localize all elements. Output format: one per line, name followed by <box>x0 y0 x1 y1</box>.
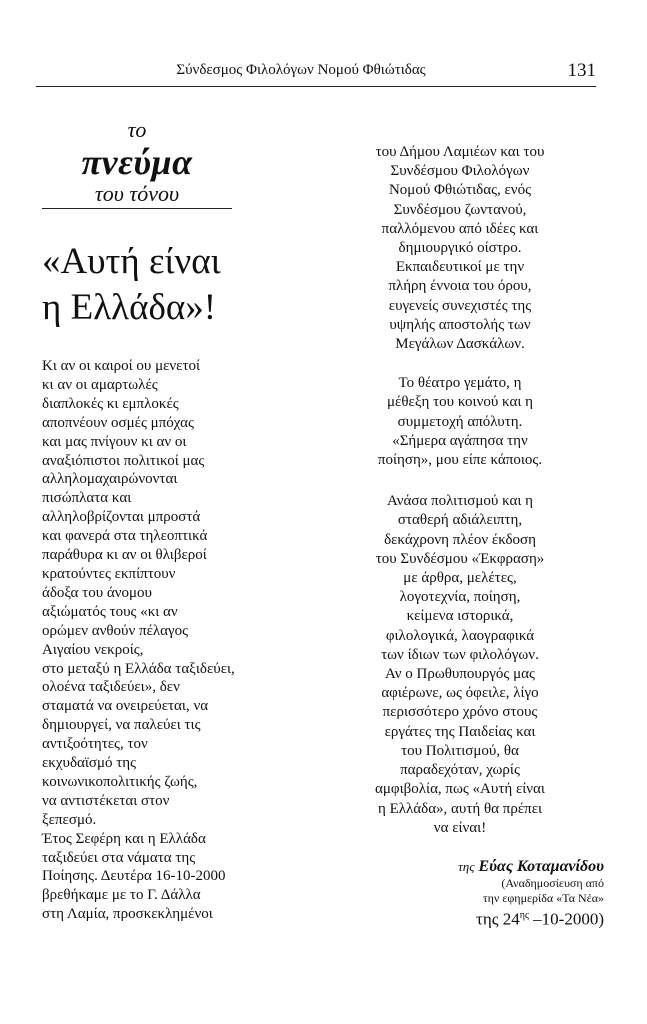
paragraph-2 <box>312 374 608 470</box>
text-line: αντιξοότητες, τον <box>42 736 148 753</box>
text-line: ορώμεν ανθούν πέλαγος <box>42 622 189 639</box>
text-line: αλληλομαχαιρώνονται <box>42 471 178 488</box>
text-line: παλλόμενου από ιδέες και <box>381 220 539 237</box>
text-line: ολοένα ταξιδεύει», δεν <box>42 679 180 696</box>
article-body-left <box>42 357 274 924</box>
byline-note-line-1: (Αναδημοσίευση από <box>501 875 604 890</box>
text-line: αλληλοβρίζονται μπροστά <box>42 509 201 526</box>
byline-author: Εύας Κοταμανίδου <box>478 857 604 875</box>
text-line: Νομού Φθιώτιδας, ενός <box>388 182 532 199</box>
text-line: πισώπλατα και <box>42 490 132 507</box>
headline-line-2: η Ελλάδα»! <box>42 287 217 328</box>
text-line: Μεγάλων Δασκάλων. <box>395 336 525 353</box>
text-line: δεκάχρονη πλέον έκδοση <box>384 531 536 548</box>
text-line: του Δήμου Λαμιέων και του <box>375 144 545 160</box>
text-line: παραδεχόταν, χωρίς <box>400 762 520 779</box>
byline <box>312 858 604 876</box>
text-line: περισσότερο χρόνο στους <box>382 704 538 721</box>
paragraph-gap <box>312 354 608 374</box>
text-line: Έτος Σεφέρη και η Ελλάδα <box>42 830 206 847</box>
text-line: Κι αν οι καιροί ου μενετοί <box>42 358 201 374</box>
column-title-rule <box>42 208 232 209</box>
byline-prefix: της <box>458 858 475 874</box>
text-line: ευγενείς συνεχιστές της <box>388 297 532 314</box>
paragraph-3 <box>312 492 608 838</box>
text-line: αποπνέουν οσμές μπόχας <box>42 414 194 431</box>
text-line: σταματά να ονειρεύεται, να <box>42 698 209 715</box>
text-line: σταθερή αδιάλειπτη, <box>397 512 523 529</box>
running-header <box>36 60 596 87</box>
byline-note-line-2: την εφημερίδα «Τα Νέα» <box>482 890 604 905</box>
text-line: εκχυδαϊσμό της <box>42 755 137 772</box>
text-line: των ίδιων των φιλολόγων. <box>381 646 539 663</box>
text-line: Εκπαιδευτικοί με την <box>395 259 525 276</box>
date-prefix: της 24 <box>476 909 520 929</box>
text-line: Το θέατρο γεμάτο, η <box>398 375 522 392</box>
text-line: διαπλοκές κι εμπλοκές <box>42 395 179 412</box>
text-line: δημιουργικό οίστρο. <box>398 240 522 257</box>
column-title-line-3: του τόνου <box>94 181 180 206</box>
page-number: 131 <box>567 60 596 81</box>
date-suffix: –10-2000) <box>528 909 604 929</box>
text-line: με άρθρα, μελέτες, <box>403 570 517 587</box>
left-column <box>42 118 274 924</box>
text-line: ποίηση», μου είπε κάποιος. <box>377 452 543 469</box>
text-line: κρατούντες εκπίπτουν <box>42 565 176 582</box>
running-title: Σύνδεσμος Φιλολόγων Νομού Φθιώτιδας <box>176 62 426 78</box>
right-column <box>312 143 608 930</box>
text-line: Αιγαίου νεκροίς, <box>42 641 144 658</box>
text-line: και μας πνίγουν κι αν οι <box>42 433 187 450</box>
text-line: ταξιδεύει στα νάματα της <box>42 849 196 866</box>
text-line: ξεπεσμό. <box>42 811 97 828</box>
text-line: συμμετοχή απόλυτη. <box>397 413 523 430</box>
text-line: Αν ο Πρωθυπουργός μας <box>385 666 535 683</box>
article-headline <box>42 239 274 331</box>
text-line: Συνδέσμου Φιλολόγων <box>390 163 530 180</box>
text-line: η Ελλάδα», αυτή θα πρέπει <box>377 800 543 817</box>
text-line: δημιουργεί, να παλεύει τις <box>42 717 201 734</box>
text-line: βρεθήκαμε με το Γ. Δάλλα <box>42 887 201 904</box>
text-line: αμφιβολία, πως «Αυτή είναι <box>375 781 545 798</box>
text-line: και φανερά στα τηλεοπτικά <box>42 528 208 545</box>
text-line: του Πολιτισμού, θα <box>401 742 519 759</box>
text-line: του Συνδέσμου «Έκφραση» <box>375 550 545 567</box>
date-superscript: ης <box>519 909 529 921</box>
text-line: λογοτεχνία, ποίηση, <box>399 589 521 606</box>
text-line: εργάτες της Παιδείας και <box>384 723 536 740</box>
column-title-line-1: το <box>127 117 147 142</box>
headline-line-1: «Αυτή είναι <box>42 241 221 282</box>
text-line: υψηλής αποστολής των <box>389 316 531 333</box>
byline-date <box>312 906 604 930</box>
paragraph-1 <box>312 143 608 354</box>
text-line: να είναι! <box>433 819 487 836</box>
text-line: πλήρη έννοια του όρου, <box>388 278 532 295</box>
text-line: να αντιστέκεται στον <box>42 792 170 809</box>
text-line: στο μεταξύ η Ελλάδα ταξιδεύει, <box>42 660 235 677</box>
text-line: Συνδέσμου ζωντανού, <box>393 201 527 218</box>
text-line: στη Λαμία, προσκεκλημένοι <box>42 906 213 923</box>
text-line: κοινωνικοπολιτικής ζωής, <box>42 773 198 790</box>
text-line: αναξιόπιστοι πολιτικοί μας <box>42 452 205 469</box>
text-line: αξιώματός τους «κι αν <box>42 603 178 620</box>
text-line: αφιέρωνε, ως όφειλε, λίγο <box>381 685 539 702</box>
column-title-line-2: πνεύμα <box>81 142 193 182</box>
text-line: μέθεξη του κοινού και η <box>387 394 533 411</box>
text-line: παράθυρα κι αν οι θλιβεροί <box>42 547 207 564</box>
text-line: «Σήμερα αγάπησα την <box>392 432 528 449</box>
paragraph-gap <box>312 470 608 492</box>
text-line: κι αν οι αμαρτωλές <box>42 376 158 393</box>
text-line: Ποίησης. Δευτέρα 16-10-2000 <box>42 868 226 885</box>
text-line: Ανάσα πολιτισμού και η <box>386 493 534 510</box>
text-line: κείμενα ιστορικά, <box>406 608 514 625</box>
text-line: φιλολογικά, λαογραφικά <box>385 627 535 644</box>
column-title <box>42 118 232 206</box>
text-line: άδοξα του άνομου <box>42 584 152 601</box>
